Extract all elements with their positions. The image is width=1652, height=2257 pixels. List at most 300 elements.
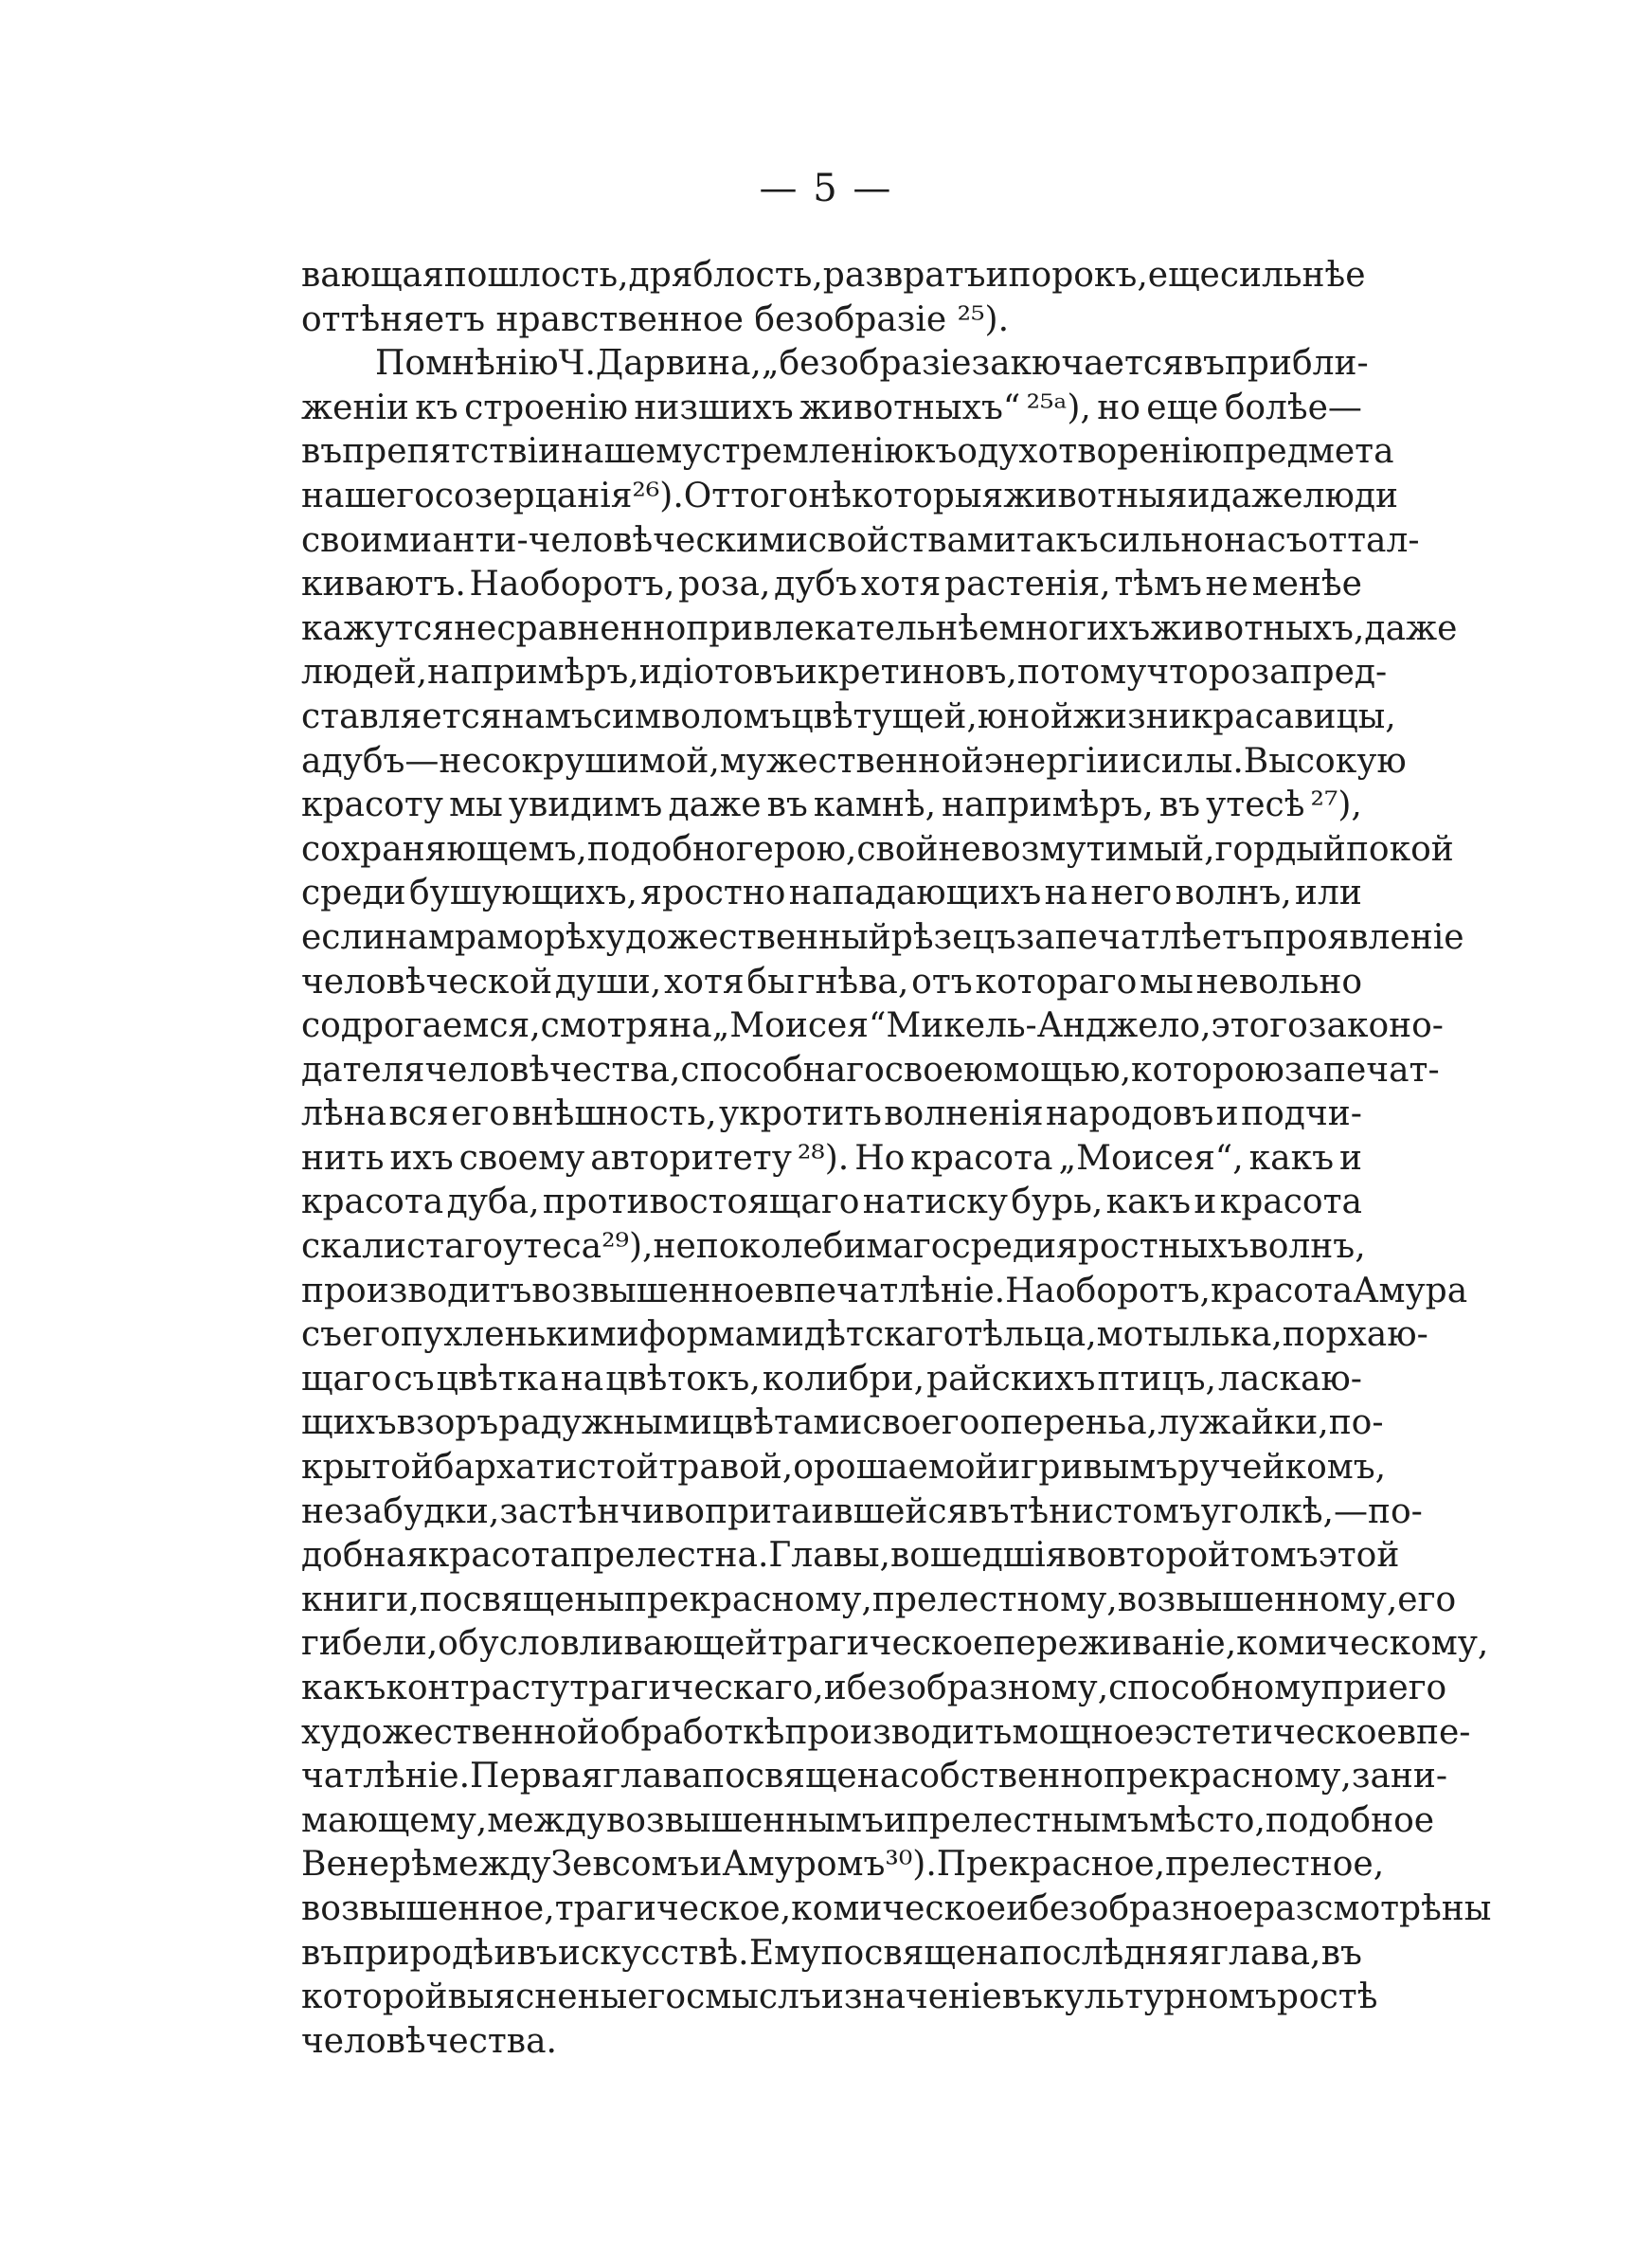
word: Микель-Анджело, (886, 1006, 1212, 1046)
word: Высокую (1243, 741, 1407, 781)
word: красоту (301, 785, 443, 825)
word: Прекрасное, (936, 1845, 1166, 1885)
word: растенія, (944, 565, 1111, 605)
text-line (301, 563, 1362, 607)
word: и (1215, 1094, 1239, 1134)
word: дателя (301, 1050, 425, 1090)
word: него (1090, 874, 1173, 913)
text-line (301, 651, 1388, 695)
text-line (301, 254, 1366, 298)
word: и (699, 1845, 723, 1885)
word: которою (1131, 1050, 1284, 1090)
word: прекрасному, (624, 1580, 872, 1619)
word: застѣнчиво (499, 1491, 705, 1531)
word: строенію (464, 388, 629, 427)
text-line (301, 872, 1362, 916)
word: впечатлѣніе. (774, 1271, 1006, 1310)
word: которой (301, 1977, 448, 2017)
word: насъ (1224, 520, 1308, 560)
word: животныя (1003, 476, 1188, 515)
word: нашему (561, 432, 703, 472)
word: мраморѣ (427, 917, 586, 957)
word: трагическаго, (569, 1669, 824, 1707)
word: его (627, 1977, 687, 2017)
word: укротить (719, 1094, 882, 1134)
word: возвышенному, (1117, 1580, 1398, 1619)
word: способнаго (680, 1050, 885, 1090)
word: Наоборотъ, (1005, 1271, 1211, 1310)
word: и (1119, 741, 1142, 781)
word: кажутся (301, 608, 455, 648)
word: впе- (1396, 1712, 1471, 1752)
word: дубъ (774, 565, 858, 605)
text-line (301, 1225, 1366, 1270)
word: бурь, (1011, 1183, 1104, 1222)
word: стремленію (702, 432, 914, 472)
word: ихъ (389, 1138, 454, 1178)
word: при (1320, 1669, 1389, 1707)
word: утесѣ (1206, 785, 1305, 825)
word: на (560, 1359, 604, 1399)
word: послѣдняя (1018, 1933, 1211, 1973)
word: души, (554, 962, 662, 1002)
word: цвѣтущей, (791, 696, 978, 736)
word: мы (1140, 962, 1194, 1002)
word: чатлѣніе. (301, 1757, 471, 1797)
word: подчи- (1241, 1094, 1362, 1134)
word: красота (1219, 1183, 1362, 1222)
text-line (301, 961, 1362, 1005)
text-line (301, 695, 1396, 740)
word: его (1388, 1669, 1447, 1707)
word: и (1338, 1138, 1362, 1178)
word: нашего (301, 476, 435, 515)
word: потому (1016, 653, 1147, 693)
word: Главы, (768, 1536, 890, 1576)
text-line (301, 828, 1454, 873)
word: на (669, 1006, 712, 1046)
word: трагическое (767, 1624, 994, 1664)
word: развратъ (822, 256, 986, 295)
word: прелестному, (871, 1580, 1118, 1619)
word: его (1397, 1580, 1457, 1619)
word: кретиновъ, (817, 653, 1017, 693)
word: волнъ, (1248, 1227, 1366, 1267)
word: и (794, 653, 817, 693)
word: запечатлѣетъ (1015, 917, 1263, 957)
word: идіотовъ (638, 653, 795, 693)
word: нѣкоторыя (808, 476, 1004, 515)
word: и (985, 256, 1009, 295)
word: въ (1320, 1933, 1362, 1973)
word: разсмотрѣны (1253, 1888, 1492, 1928)
word: бушующихъ, (408, 874, 637, 913)
word: сильнѣе (1219, 256, 1366, 295)
text-line (301, 784, 1362, 828)
text-line (301, 1181, 1362, 1225)
word: внѣшность, (512, 1094, 717, 1134)
text-line (301, 430, 1394, 475)
word: контрасту (386, 1669, 570, 1707)
word: и (823, 1669, 847, 1707)
word: человѣчества, (424, 1050, 681, 1090)
word: Дарвина, (595, 344, 762, 384)
word: способному (1108, 1669, 1321, 1707)
word: пухленькими (400, 1315, 639, 1355)
word: радужными (498, 1403, 712, 1443)
text-line (301, 1004, 1444, 1049)
word: тѣнистомъ (1009, 1491, 1201, 1531)
word: какъ (301, 1669, 386, 1707)
word: въ (301, 1933, 343, 1973)
word: этого (1211, 1006, 1308, 1046)
word: мѣсто, (1148, 1800, 1266, 1840)
word: книги, (301, 1580, 420, 1619)
word: силы. (1141, 741, 1244, 781)
word: въ (301, 432, 343, 472)
word: щихъ (301, 1403, 397, 1443)
word: гибели, (301, 1624, 439, 1664)
word: ³⁰). (885, 1845, 937, 1885)
word: посвящены (419, 1580, 625, 1619)
word: мужественной (719, 741, 984, 781)
word: энергіи (983, 741, 1120, 781)
text-line (301, 475, 1398, 519)
word: безобразному, (846, 1669, 1109, 1707)
text-line (301, 1446, 1387, 1490)
text-line (301, 1579, 1457, 1623)
word: уголкѣ,—по- (1200, 1491, 1423, 1531)
word: и (494, 1933, 517, 1973)
word: отъ (911, 962, 973, 1002)
word: несравненно (454, 608, 687, 648)
word: яростно (640, 874, 786, 913)
text-line (301, 1932, 1362, 1977)
word: художественной (301, 1712, 601, 1752)
word: пред- (1289, 653, 1388, 693)
word: рѣзецъ (890, 917, 1016, 957)
word: предмета (1222, 432, 1394, 472)
word: на (385, 917, 428, 957)
word: художественный (585, 917, 891, 957)
word: незабудки, (301, 1491, 500, 1531)
word: многихъ (998, 608, 1151, 648)
word: цвѣтка (436, 1359, 559, 1399)
word: анти-человѣческими (432, 520, 809, 560)
word: напримѣръ, (427, 653, 639, 693)
word: его (342, 1315, 401, 1355)
word: смыслъ (686, 1977, 821, 2017)
word: порхаю- (1282, 1315, 1428, 1355)
word: волнъ, (1175, 874, 1292, 913)
word: лужайки, (1158, 1403, 1329, 1443)
word: глава, (1211, 1933, 1321, 1973)
word: ²⁸). (797, 1138, 850, 1178)
word: Наоборотъ, (469, 565, 675, 605)
word: по- (1328, 1403, 1384, 1443)
word: между (431, 1845, 551, 1885)
word: дряблость, (628, 256, 823, 295)
word: райскихъ (926, 1359, 1096, 1399)
word: сильно (1098, 520, 1225, 560)
word: смотря (540, 1006, 670, 1046)
text-line (301, 740, 1407, 785)
word: и (883, 1800, 907, 1840)
word: препятствіи (342, 432, 561, 472)
word: своею (884, 1050, 994, 1090)
word: Амура (1353, 1271, 1468, 1310)
word: своему (458, 1138, 585, 1178)
word: бархатистой (433, 1448, 659, 1488)
word: возвышенное (531, 1271, 775, 1310)
word: увидимъ (508, 785, 663, 825)
text-line (301, 607, 1458, 652)
word: Но (854, 1138, 906, 1178)
word: во (1067, 1536, 1107, 1576)
word: непоколебимаго (653, 1227, 952, 1267)
word: животныхъ“ (799, 388, 1021, 427)
word: киваютъ. (301, 565, 466, 605)
word: если (301, 917, 386, 957)
body-text (301, 254, 1492, 2064)
word: По (375, 344, 426, 384)
word: камнѣ, (813, 785, 937, 825)
word: и (1006, 1888, 1030, 1928)
word: прибли- (1224, 344, 1369, 384)
text-line (301, 1711, 1471, 1756)
word: возвышенное, (301, 1888, 555, 1928)
text-line (301, 1799, 1435, 1844)
text-line (301, 1358, 1362, 1402)
word: но (1097, 388, 1140, 427)
text-line (301, 1755, 1448, 1799)
word: не (1205, 565, 1248, 605)
word: комическому, (1236, 1624, 1489, 1664)
word: съ (301, 1315, 343, 1355)
word: лѣна (301, 1094, 387, 1134)
word: въ (1158, 785, 1201, 825)
word: съ (393, 1359, 435, 1399)
word: напримѣръ, (942, 785, 1154, 825)
word: къ (913, 432, 958, 472)
word: авторитету (590, 1138, 792, 1178)
word: жизни (1072, 696, 1192, 736)
word: котораго (975, 962, 1138, 1002)
text-line (301, 1976, 1378, 2020)
word: его (451, 1094, 510, 1134)
word: роза (1208, 653, 1290, 693)
word: гнѣва, (797, 962, 909, 1002)
word: красота (1210, 1271, 1354, 1310)
word: Зевсомъ (550, 1845, 700, 1885)
word: производить (784, 1712, 1013, 1752)
word: утеса (503, 1227, 602, 1267)
word: возвышеннымъ (606, 1800, 884, 1840)
word: что (1146, 653, 1209, 693)
word: красавицы, (1191, 696, 1396, 736)
word: комическое (791, 1888, 1007, 1928)
word: выяснены (447, 1977, 628, 2017)
word: тѣльца, (963, 1315, 1097, 1355)
word: гордый (1214, 829, 1346, 869)
text-line (301, 1887, 1492, 1932)
text-line (301, 916, 1464, 961)
text-line (301, 1401, 1384, 1446)
word: въ (968, 1491, 1010, 1531)
word: томъ (1230, 1536, 1319, 1576)
word: менѣе (1251, 565, 1362, 605)
word: трагическое, (554, 1888, 792, 1928)
word: Ч. (558, 344, 596, 384)
word: формами (638, 1315, 805, 1355)
word: въ (1001, 1977, 1044, 2017)
word: травой, (658, 1448, 794, 1488)
word: законо- (1307, 1006, 1444, 1046)
word: собственно (900, 1757, 1104, 1797)
word: переживаніе, (993, 1624, 1237, 1664)
word: Оттого (683, 476, 809, 515)
word: мощью, (993, 1050, 1132, 1090)
word: обусловливающей (438, 1624, 768, 1664)
word: притаившейся (704, 1491, 969, 1531)
word: ²⁵ᵃ), (1026, 388, 1091, 427)
word: на (1044, 874, 1088, 913)
word: опереньа, (979, 1403, 1158, 1443)
word: оттал- (1307, 520, 1420, 560)
word: народовъ (1046, 1094, 1214, 1134)
word: вся (388, 1094, 449, 1134)
word: нить (301, 1138, 385, 1178)
word: вающая (301, 256, 444, 295)
word: прелестнымъ (906, 1800, 1149, 1840)
word: проявленіе (1262, 917, 1464, 957)
word: низшихъ (634, 388, 794, 427)
word: производитъ (301, 1271, 532, 1310)
word: „Моисея“ (711, 1006, 887, 1046)
word: какъ (1248, 1138, 1335, 1178)
word: пошлость, (443, 256, 629, 295)
word: Первая (470, 1757, 603, 1797)
text-line (301, 1313, 1428, 1358)
word: людей, (301, 653, 428, 693)
word: одухотворенію (957, 432, 1223, 472)
word: подобно (586, 829, 736, 869)
word: герою, (735, 829, 857, 869)
word: даже (1364, 608, 1458, 648)
word: добная (301, 1536, 428, 1576)
word: мы (449, 785, 503, 825)
word: ручейкомъ, (1177, 1448, 1387, 1488)
word: посвящена (702, 1757, 901, 1797)
word: среди (301, 874, 406, 913)
word: мощное (1012, 1712, 1155, 1752)
word: сохраняющемъ, (301, 829, 587, 869)
word: орошаемой (793, 1448, 998, 1488)
text-line (301, 387, 1362, 431)
word: свойствами (808, 520, 1016, 560)
word: созерцанія (434, 476, 633, 515)
word: роза, (678, 565, 771, 605)
word: искусствѣ. (558, 1933, 749, 1973)
word: второй (1106, 1536, 1231, 1576)
word: вошедшія (889, 1536, 1068, 1576)
word: юной (977, 696, 1073, 736)
word: Амуромъ (722, 1845, 886, 1885)
word: природѣ (342, 1933, 494, 1973)
text-line (301, 519, 1420, 564)
word: обработкѣ (600, 1712, 785, 1752)
word: намъ (501, 696, 593, 736)
word: покой (1345, 829, 1454, 869)
word: прелестное, (1165, 1845, 1385, 1885)
word: яростныхъ (1056, 1227, 1249, 1267)
word: еще (1146, 388, 1219, 427)
word: щаго (301, 1359, 392, 1399)
text-line (301, 1490, 1423, 1535)
word: ставляется (301, 696, 502, 736)
word: своего (862, 1403, 980, 1443)
word: культурномъ (1043, 1977, 1277, 2017)
word: красота (301, 1183, 444, 1222)
text-line (301, 1049, 1440, 1093)
word: мающему, (301, 1800, 488, 1840)
word: свой (856, 829, 939, 869)
word: скалистаго (301, 1227, 504, 1267)
text-line (301, 1534, 1400, 1579)
word: люди (1302, 476, 1398, 515)
word: натиску (862, 1183, 1008, 1222)
word: еще (1147, 256, 1220, 295)
text-line (301, 1667, 1447, 1711)
word: въ (1183, 344, 1225, 384)
word: „Моисея“, (1058, 1138, 1244, 1178)
word: дѣтскаго (804, 1315, 964, 1355)
word: невольно (1195, 962, 1362, 1002)
word: такъ (1015, 520, 1099, 560)
page-number: — 5 — (759, 167, 893, 210)
word: взоръ (396, 1403, 499, 1443)
word: значеніе (843, 1977, 1002, 2017)
word: ростѣ (1276, 1977, 1378, 2017)
word: въ (766, 785, 808, 825)
word: безобразное (1029, 1888, 1254, 1928)
word: птицъ, (1097, 1359, 1216, 1399)
word: противостоящаго (542, 1183, 860, 1222)
word: между (487, 1800, 606, 1840)
word: хотя (663, 962, 745, 1002)
word: зани- (1351, 1757, 1448, 1797)
word: красота (427, 1536, 570, 1576)
word: какъ (1105, 1183, 1192, 1222)
word: красота (910, 1138, 1053, 1178)
word: тѣмъ (1114, 565, 1202, 605)
text-line: оттѣняетъ нравственное безобразіе ²⁵). (301, 299, 1010, 339)
word: Ему (748, 1933, 821, 1973)
word: даже (1210, 476, 1303, 515)
word: закючается (971, 344, 1184, 384)
word: человѣческой (301, 962, 553, 1002)
word: даже (668, 785, 762, 825)
word: своими (301, 520, 433, 560)
word: ласкаю- (1217, 1359, 1362, 1399)
word: крытой (301, 1448, 434, 1488)
word: болѣе— (1224, 388, 1362, 427)
word: запечат- (1284, 1050, 1440, 1090)
word: порокъ, (1008, 256, 1148, 295)
text-line (301, 1270, 1468, 1314)
word: подобное (1265, 1800, 1435, 1840)
word: мотылька, (1096, 1315, 1283, 1355)
